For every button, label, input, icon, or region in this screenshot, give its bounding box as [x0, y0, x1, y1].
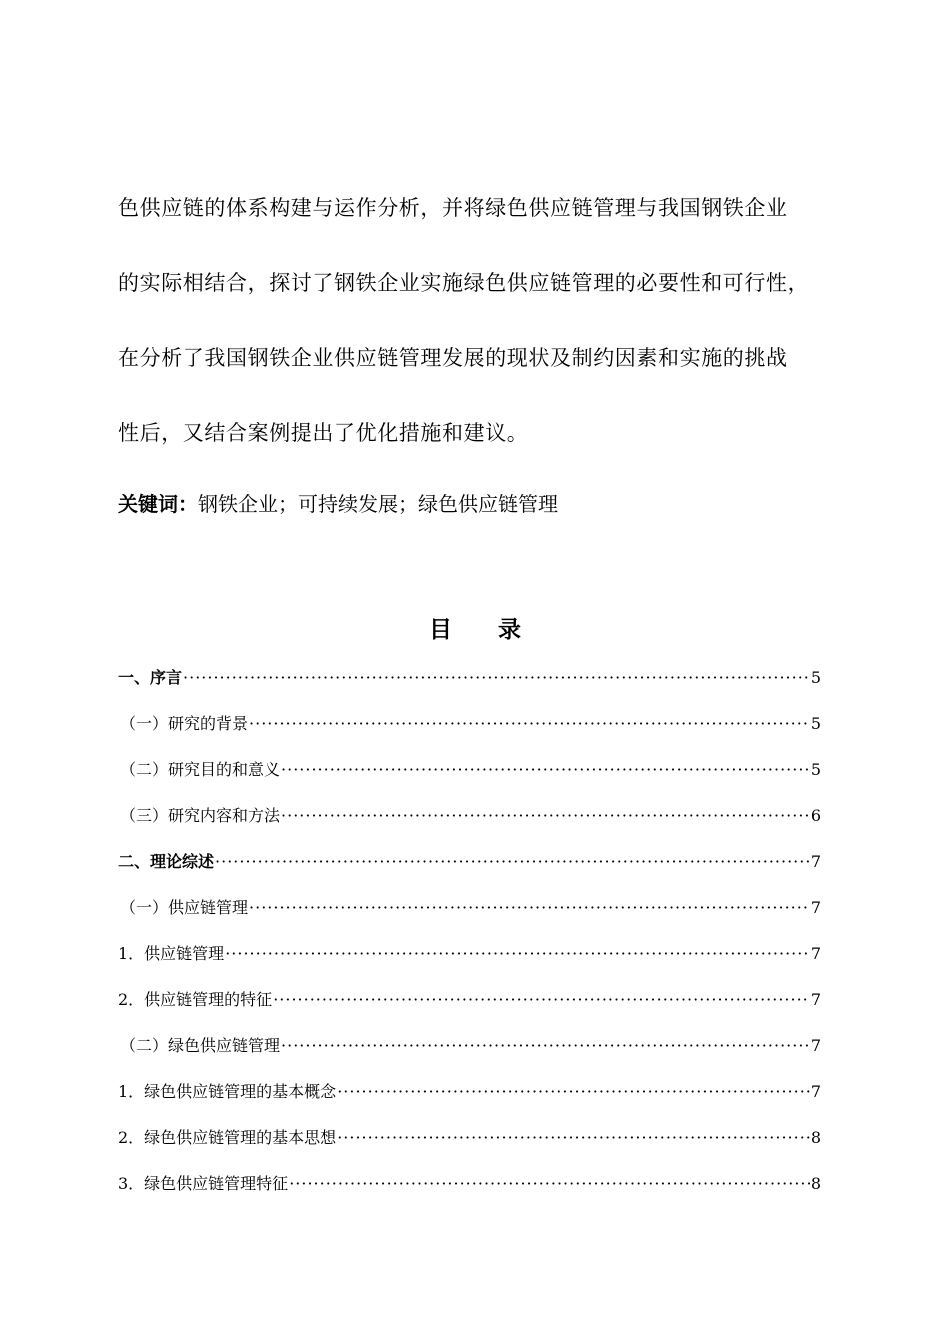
- toc-entry-page: 7: [810, 1082, 821, 1101]
- toc-entry[interactable]: [118, 942, 821, 988]
- abstract-line-3: 在分析了我国钢铁企业供应链管理发展的现状及制约因素和实施的挑战: [118, 346, 788, 370]
- toc-entry-page: 5: [810, 714, 821, 733]
- toc-entry-text: 一、序言: [118, 668, 183, 687]
- toc-leader-dots: [249, 896, 810, 920]
- toc-leader-dots: [215, 850, 810, 874]
- toc-entry[interactable]: [118, 1126, 821, 1172]
- toc-entry-page: 7: [810, 852, 821, 871]
- toc-title: [0, 614, 950, 646]
- toc-title-char-1: 目: [429, 617, 452, 643]
- toc-title-char-2: 录: [498, 617, 521, 643]
- keywords-text: 钢铁企业；可持续发展；绿色供应链管理: [198, 492, 558, 516]
- toc-entry-page: 6: [810, 806, 821, 825]
- toc-entry-text: （一）供应链管理: [120, 898, 249, 917]
- toc-entry-page: 5: [810, 668, 821, 687]
- toc-entry-text: （三）研究内容和方法: [120, 806, 281, 825]
- toc-entry-page: 7: [810, 1036, 821, 1055]
- toc-entry[interactable]: [118, 1034, 821, 1080]
- toc-entry[interactable]: [118, 1080, 821, 1126]
- keywords-line: [118, 489, 558, 519]
- toc-list: [118, 666, 821, 1218]
- toc-leader-dots: [337, 1080, 810, 1104]
- toc-entry[interactable]: [118, 896, 821, 942]
- toc-entry-text: （二）研究目的和意义: [120, 760, 281, 779]
- abstract-line-4: 性后，又结合案例提出了优化措施和建议。: [118, 421, 529, 445]
- toc-entry-page: 5: [810, 760, 821, 779]
- toc-entry[interactable]: [118, 1172, 821, 1218]
- toc-entry[interactable]: [118, 666, 821, 712]
- toc-entry-page: 7: [810, 898, 821, 917]
- toc-entry-text: 1．供应链管理: [118, 944, 225, 963]
- toc-leader-dots: [289, 1172, 810, 1196]
- toc-entry-text: 1．绿色供应链管理的基本概念: [118, 1082, 337, 1101]
- toc-entry-page: 7: [810, 990, 821, 1009]
- toc-leader-dots: [281, 1034, 810, 1058]
- toc-entry-text: （一）研究的背景: [120, 714, 249, 733]
- toc-entry-page: 8: [810, 1128, 821, 1147]
- abstract-line-2: 的实际相结合，探讨了钢铁企业实施绿色供应链管理的必要性和可行性，: [118, 271, 810, 295]
- toc-entry[interactable]: [118, 850, 821, 896]
- toc-entry-text: （二）绿色供应链管理: [120, 1036, 281, 1055]
- toc-leader-dots: [281, 804, 810, 828]
- toc-entry-text: 3．绿色供应链管理特征: [118, 1174, 289, 1193]
- toc-entry-text: 2．供应链管理的特征: [118, 990, 273, 1009]
- keywords-label: 关键词：: [118, 492, 198, 516]
- toc-leader-dots: [183, 666, 810, 690]
- abstract-line-1: 色供应链的体系构建与运作分析，并将绿色供应链管理与我国钢铁企业: [118, 196, 788, 220]
- toc-entry-page: 7: [810, 944, 821, 963]
- toc-entry[interactable]: [118, 988, 821, 1034]
- toc-leader-dots: [225, 942, 810, 966]
- toc-leader-dots: [273, 988, 810, 1012]
- toc-entry[interactable]: [118, 758, 821, 804]
- toc-entry-text: 2．绿色供应链管理的基本思想: [118, 1128, 337, 1147]
- toc-entry-page: 8: [810, 1174, 821, 1193]
- toc-leader-dots: [281, 758, 810, 782]
- toc-leader-dots: [249, 712, 810, 736]
- toc-entry[interactable]: [118, 712, 821, 758]
- toc-entry-text: 二、理论综述: [118, 852, 215, 871]
- toc-entry[interactable]: [118, 804, 821, 850]
- toc-leader-dots: [337, 1126, 810, 1150]
